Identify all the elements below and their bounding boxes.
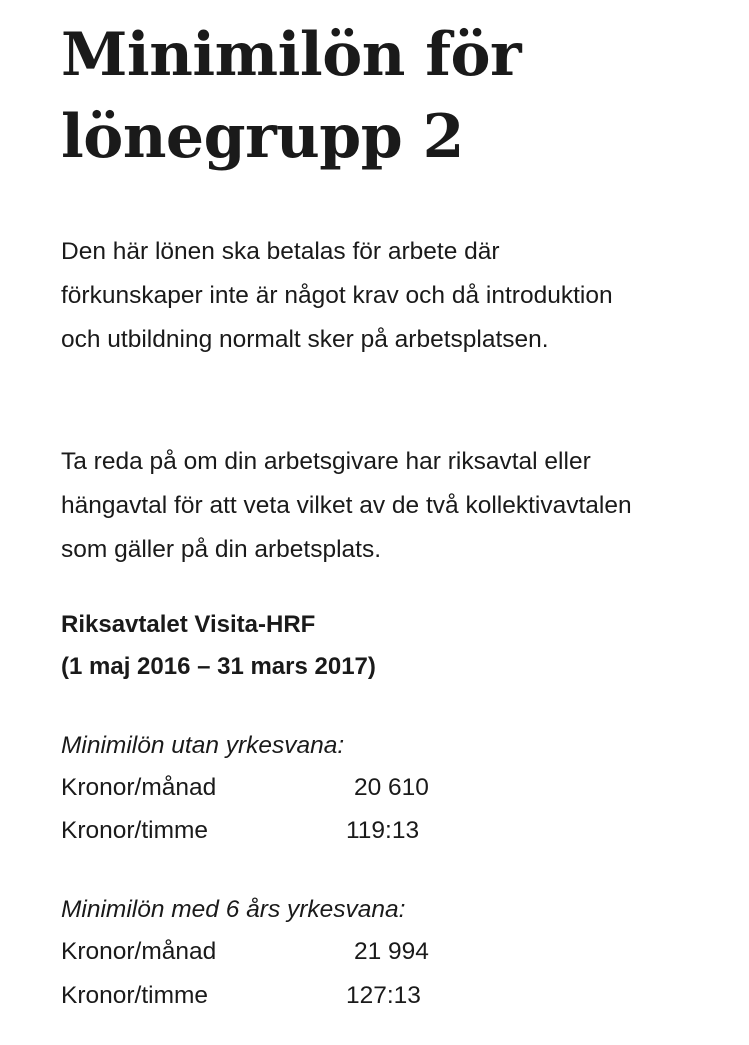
- salary-row-hourly: [61, 811, 561, 851]
- salary-row-label: Kronor/månad: [61, 938, 217, 965]
- salary-row-hourly: [61, 976, 561, 1016]
- intro-paragraph: Den här lönen ska betalas för arbete där förkunskaper inte är något krav och då introduktion och utbildning normalt sker på arbetsplatsen.: [61, 238, 613, 353]
- salary-row-monthly: [61, 768, 561, 808]
- salary-row-value: 127:13: [346, 982, 421, 1009]
- salary-row-value: 20 610: [354, 774, 429, 801]
- salary-row-value: 21 994: [354, 938, 429, 965]
- salary-row-value: 119:13: [346, 817, 420, 844]
- agreement-info-paragraph: Ta reda på om din arbetsgivare har riksavtal eller hängavtal för att veta vilket av de två kollektivavtalen som gäller på din arbetsplats.: [61, 448, 632, 563]
- section-label-six-years-experience: Minimilön med 6 års yrkesvana:: [61, 896, 406, 923]
- agreement-name: Riksavtalet Visita-HRF: [61, 611, 316, 638]
- agreement-period: (1 maj 2016 – 31 mars 2017): [61, 653, 376, 680]
- salary-row-label: Kronor/timme: [61, 817, 209, 844]
- section-label-no-experience: Minimilön utan yrkesvana:: [61, 732, 345, 759]
- salary-row-monthly: [61, 932, 561, 972]
- page-title: Minimilön för lönegrupp 2: [61, 20, 522, 172]
- salary-row-label: Kronor/timme: [61, 982, 209, 1009]
- salary-row-label: Kronor/månad: [61, 774, 217, 801]
